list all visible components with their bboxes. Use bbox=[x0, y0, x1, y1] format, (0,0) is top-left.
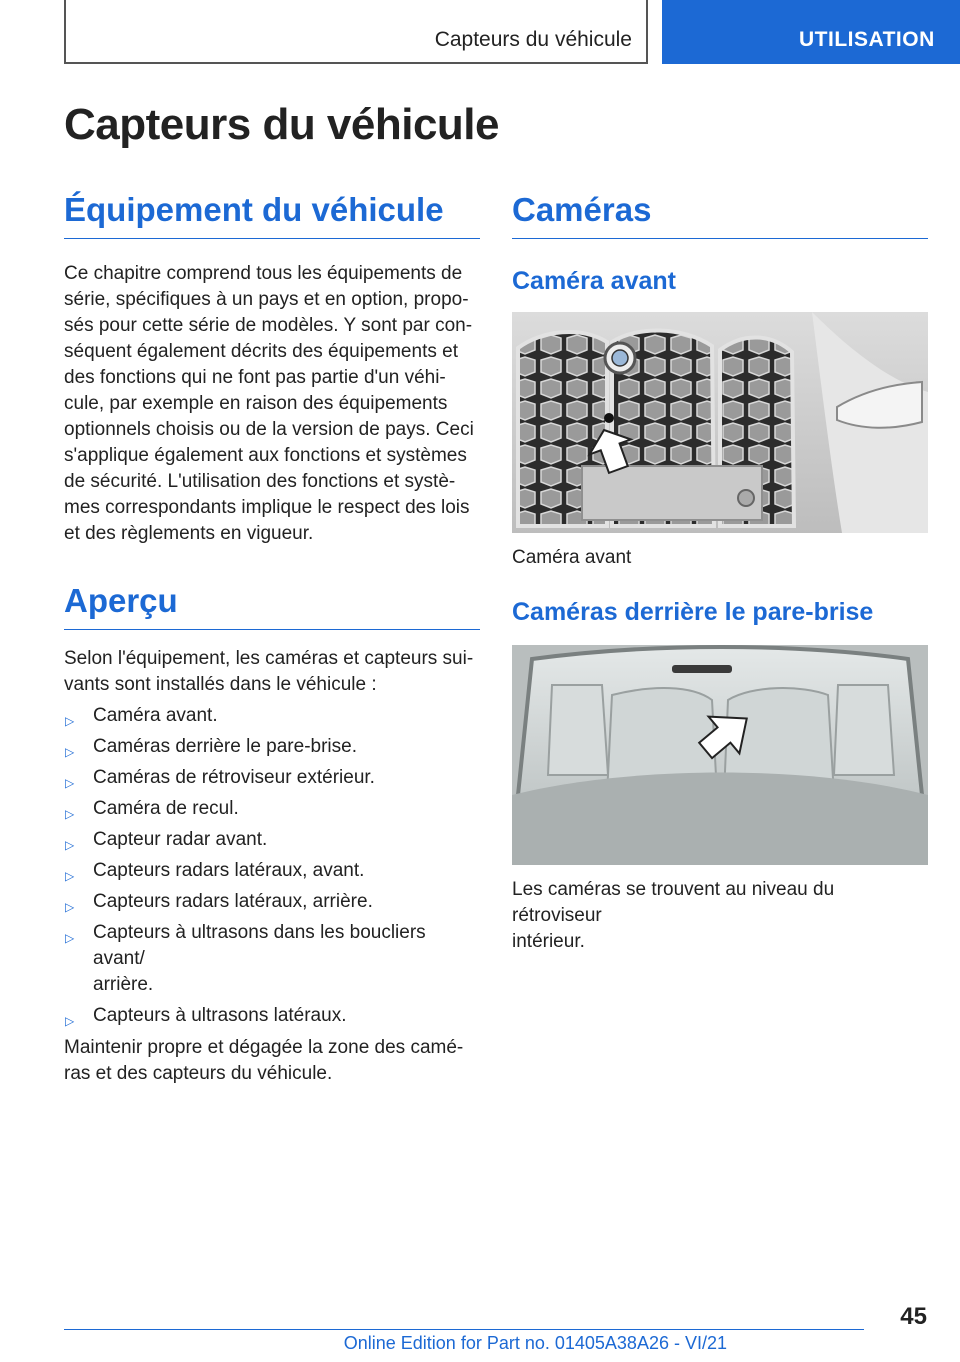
windshield-cameras-caption bbox=[512, 877, 928, 955]
header-section-title: Capteurs du véhicule bbox=[434, 28, 632, 51]
text-line: Selon l'équipement, les caméras et capteurs sui- bbox=[64, 648, 474, 669]
overview-outro bbox=[64, 1035, 480, 1087]
windshield-cameras-heading: Caméras derrière le pare-brise bbox=[512, 598, 874, 626]
text-line: des fonctions qui ne font pas partie d'un véhi- bbox=[64, 367, 446, 388]
list-item: ▷ Capteurs radars latéraux, arrière. bbox=[64, 889, 480, 915]
footer-divider bbox=[64, 1329, 864, 1330]
list-item: ▷ Caméras derrière le pare-brise. bbox=[64, 734, 480, 760]
left-column bbox=[64, 190, 480, 1087]
text-line: Les caméras se trouvent au niveau du rétroviseur bbox=[512, 879, 835, 926]
triangle-bullet-icon: ▷ bbox=[65, 900, 75, 914]
text-line: de sécurité. L'utilisation des fonctions et systè- bbox=[64, 471, 456, 492]
text-line: cule, par exemple en raison des équipements bbox=[64, 393, 448, 414]
text-line: vants sont installés dans le véhicule : bbox=[64, 674, 377, 695]
list-item: ▷ Caméra de recul. bbox=[64, 796, 480, 822]
triangle-bullet-icon: ▷ bbox=[65, 869, 75, 883]
header-box bbox=[64, 0, 648, 64]
text-line: optionnels choisis ou de la version de pays. Ceci bbox=[64, 419, 474, 440]
list-item: ▷ Caméras de rétroviseur extérieur. bbox=[64, 765, 480, 791]
list-item: ▷ Capteur radar avant. bbox=[64, 827, 480, 853]
triangle-bullet-icon: ▷ bbox=[65, 776, 75, 790]
overview-heading: Aperçu bbox=[64, 581, 480, 630]
triangle-bullet-icon: ▷ bbox=[65, 714, 75, 728]
text-line: sés pour cette série de modèles. Y sont par con- bbox=[64, 315, 473, 336]
front-camera-caption: Caméra avant bbox=[512, 547, 632, 568]
text-line: séquent également décrits des équipements et bbox=[64, 341, 458, 362]
triangle-bullet-icon: ▷ bbox=[65, 931, 75, 945]
text-line: série, spécifiques à un pays et en option, propo- bbox=[64, 289, 469, 310]
text-line: ras et des capteurs du véhicule. bbox=[64, 1063, 333, 1084]
triangle-bullet-icon: ▷ bbox=[65, 838, 75, 852]
triangle-bullet-icon: ▷ bbox=[65, 745, 75, 759]
equipment-heading: Équipement du véhicule bbox=[64, 190, 480, 239]
windshield-cameras-image bbox=[512, 645, 928, 865]
front-camera-heading: Caméra avant bbox=[512, 267, 676, 295]
sensor-list bbox=[64, 703, 480, 1029]
overview-intro bbox=[64, 646, 480, 698]
text-line: mes correspondants implique le respect des lois bbox=[64, 497, 470, 518]
page-number: 45 bbox=[900, 1303, 927, 1330]
text-line: intérieur. bbox=[512, 931, 585, 952]
text-line: s'applique également aux fonctions et systèmes bbox=[64, 445, 467, 466]
text-line: et des règlements en vigueur. bbox=[64, 523, 314, 544]
triangle-bullet-icon: ▷ bbox=[65, 1014, 75, 1028]
triangle-bullet-icon: ▷ bbox=[65, 807, 75, 821]
list-item: ▷ Caméra avant. bbox=[64, 703, 480, 729]
header-chapter-tab[interactable]: UTILISATION bbox=[662, 0, 960, 64]
text-line: Ce chapitre comprend tous les équipements de bbox=[64, 263, 463, 284]
list-item: ▷ Capteurs à ultrasons latéraux. bbox=[64, 1003, 480, 1029]
page-title: Capteurs du véhicule bbox=[64, 100, 500, 149]
front-camera-image bbox=[512, 312, 928, 533]
equipment-paragraph bbox=[64, 261, 480, 547]
list-item: ▷ Capteurs radars latéraux, avant. bbox=[64, 858, 480, 884]
right-column bbox=[512, 190, 928, 955]
text-line: Maintenir propre et dégagée la zone des camé- bbox=[64, 1037, 464, 1058]
footer-edition-text: Online Edition for Part no. 01405A38A26 - VI/21 bbox=[343, 1333, 727, 1353]
list-item: ▷ Capteurs à ultrasons dans les boucliers avant/ arrière. bbox=[65, 922, 426, 995]
cameras-heading: Caméras bbox=[512, 190, 928, 239]
